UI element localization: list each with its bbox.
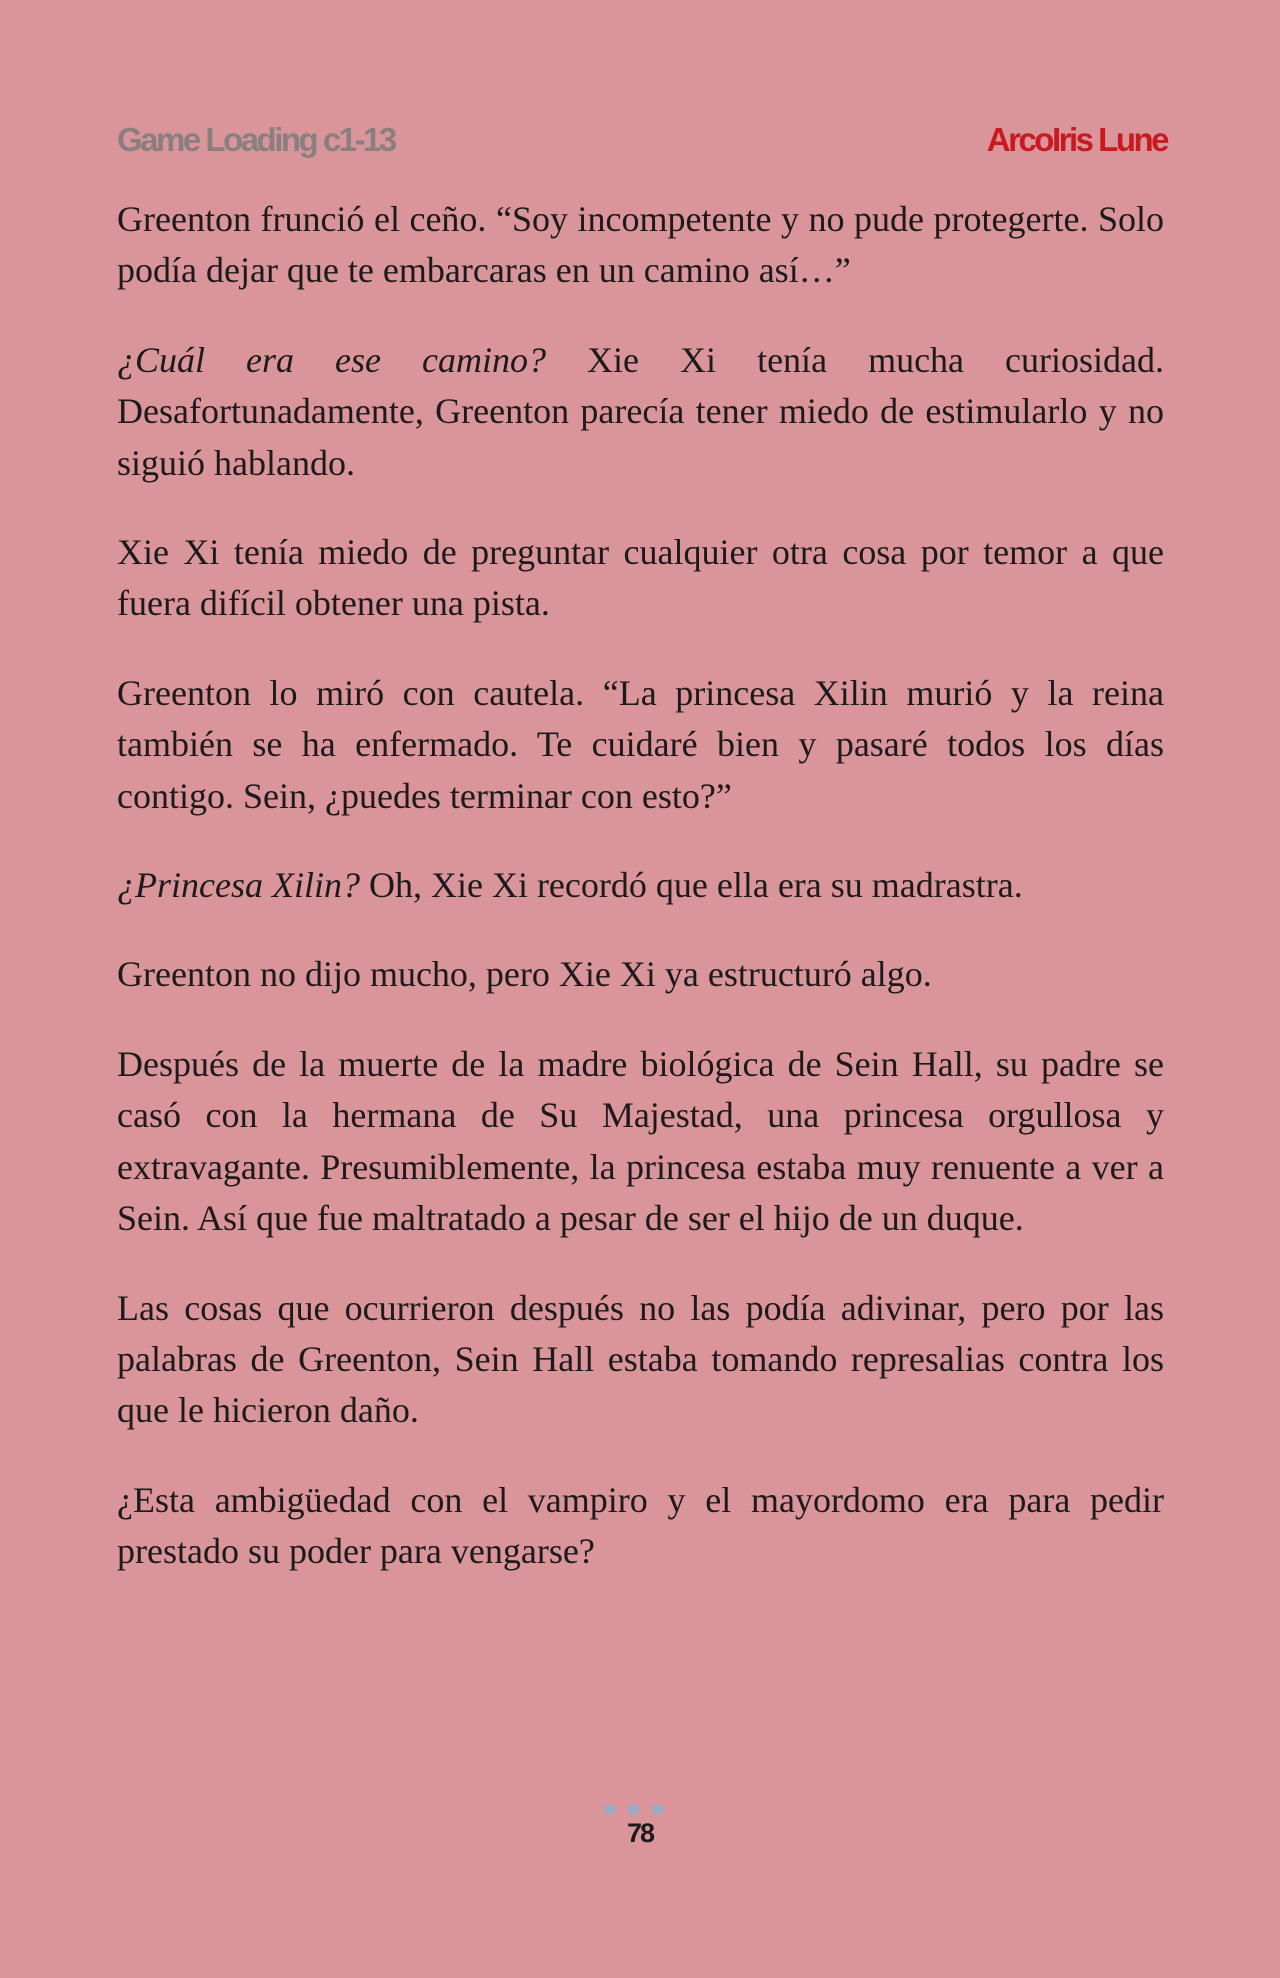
- paragraph: [117, 335, 1164, 489]
- paragraph-text: Después de la muerte de la madre biológica de Sein Hall, su padre se casó con la hermana de Su Majestad, una princesa orgullosa y extravagante. Presumiblemente, la princesa estaba muy renuente a ver a Sein. Así que fue maltratado a pesar de ser el hijo de un duque.: [117, 1043, 1164, 1239]
- paragraph: [117, 1039, 1164, 1245]
- dot-icon: [628, 1804, 639, 1815]
- paragraph: [117, 1475, 1164, 1578]
- page-ornament-dots: [604, 1804, 663, 1815]
- paragraph: [117, 949, 1164, 1000]
- paragraph-text: Greenton frunció el ceño. “Soy incompetente y no pude protegerte. Solo podía dejar que te embarcaras en un camino así…”: [117, 199, 1164, 291]
- paragraph: [117, 860, 1164, 911]
- paragraph-text: Greenton lo miró con cautela. “La princesa Xilin murió y la reina también se ha enfermado. Te cuidaré bien y pasaré todos los días contigo. Sein, ¿puedes terminar con esto?”: [117, 672, 1164, 816]
- paragraph-text: Xie Xi tenía mucha curiosidad. Desafortunadamente, Greenton parecía tener miedo de estimularlo y no siguió hablando.: [117, 339, 1165, 483]
- dot-icon: [604, 1804, 615, 1815]
- page-body: [117, 194, 1164, 1616]
- running-header-author: ArcoIris Lune: [986, 121, 1167, 158]
- page-number: 78: [626, 1818, 654, 1848]
- paragraph-text: Xie Xi tenía miedo de preguntar cualquier otra cosa por temor a que fuera difícil obtener una pista.: [117, 532, 1164, 624]
- paragraph-text: Greenton no dijo mucho, pero Xie Xi ya estructuró algo.: [117, 954, 932, 995]
- paragraph: [117, 527, 1164, 630]
- running-header-title: Game Loading c1-13: [117, 121, 395, 158]
- dot-icon: [652, 1804, 663, 1815]
- paragraph: [117, 668, 1164, 822]
- paragraph-italic: ¿Cuál era ese camino?: [117, 339, 547, 380]
- paragraph-italic: ¿Princesa Xilin?: [117, 865, 360, 906]
- paragraph-text: ¿Esta ambigüedad con el vampiro y el mayordomo era para pedir prestado su poder para vengarse?: [117, 1479, 1164, 1572]
- paragraph: [117, 1283, 1164, 1437]
- paragraph: [117, 194, 1164, 297]
- paragraph-text: Las cosas que ocurrieron después no las podía adivinar, pero por las palabras de Greenton, Sein Hall estaba tomando represalias contra los que le hicieron daño.: [117, 1287, 1164, 1431]
- paragraph-text: Oh, Xie Xi recordó que ella era su madrastra.: [359, 865, 1023, 906]
